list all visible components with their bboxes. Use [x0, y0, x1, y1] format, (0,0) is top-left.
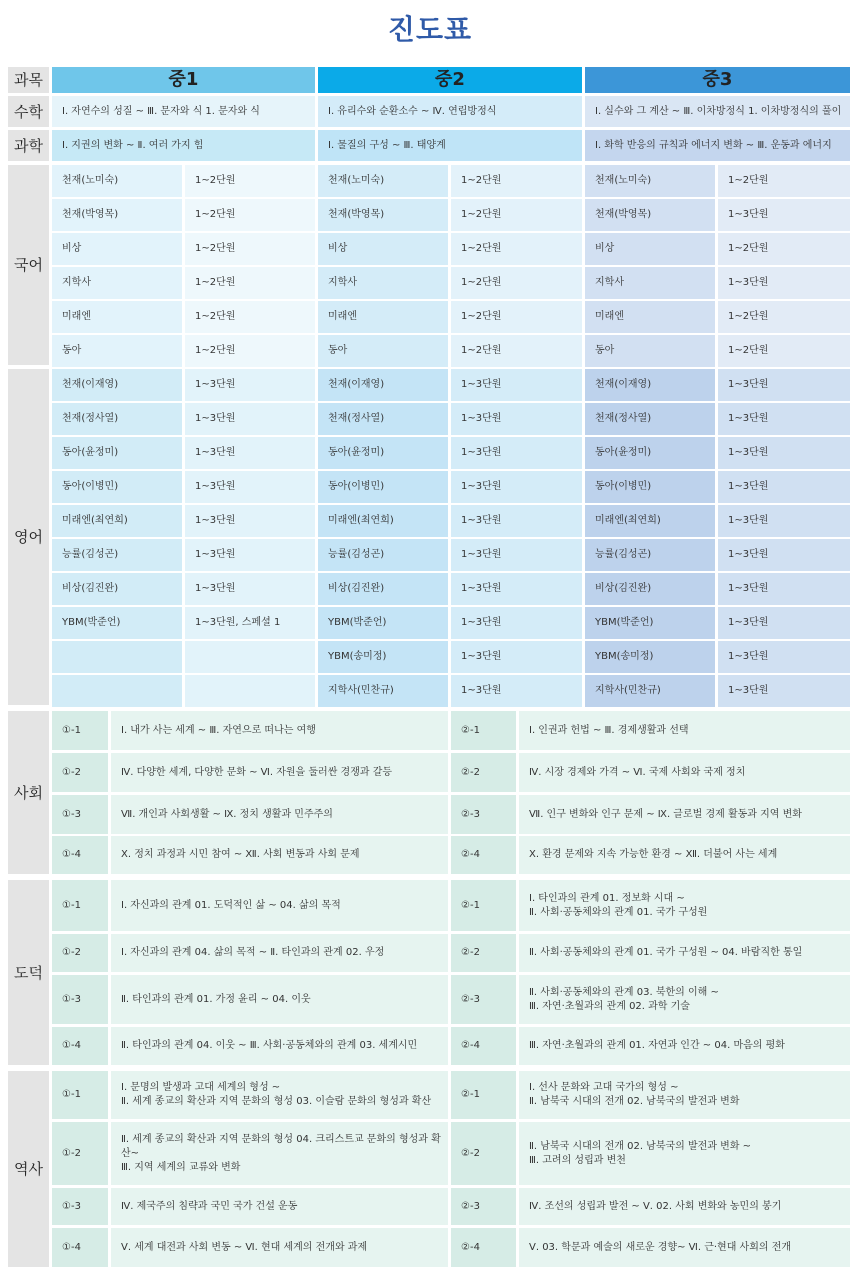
chapter-range [519, 1228, 850, 1267]
chapter-range [519, 975, 850, 1024]
unit-range: 1~3단원 [718, 437, 850, 469]
subject-math: 수학 [8, 96, 49, 127]
chapter-code: ②-1 [451, 711, 516, 750]
chapter-code: ①-4 [52, 836, 108, 874]
unit-range: 1~2단원 [185, 199, 315, 231]
textbook-name: 미래엔(최연희) [52, 505, 182, 537]
textbook-name: 능률(김성곤) [52, 539, 182, 571]
chapter-range [111, 1122, 448, 1185]
textbook-name: 지학사(민찬규) [318, 675, 448, 707]
textbook-name: 능률(김성곤) [318, 539, 448, 571]
science-range: Ⅰ. 물질의 구성 ~ Ⅲ. 태양계 [318, 130, 582, 161]
chapter-code: ②-1 [451, 880, 516, 931]
chapter-code: ②-4 [451, 1027, 516, 1065]
unit-range: 1~2단원 [451, 335, 582, 367]
textbook-name: YBM(송미정) [318, 641, 448, 673]
textbook-name: 미래엔 [585, 301, 715, 333]
unit-range: 1~2단원 [185, 335, 315, 367]
chapter-code: ②-2 [451, 1122, 516, 1185]
unit-range: 1~3단원 [718, 505, 850, 537]
textbook-name: 천재(정사열) [585, 403, 715, 435]
chapter-code: ①-1 [52, 1071, 108, 1119]
unit-range: 1~3단원 [718, 199, 850, 231]
subject-korean: 국어 [8, 165, 49, 365]
unit-range: 1~2단원 [451, 165, 582, 197]
chapter-code: ①-3 [52, 1188, 108, 1225]
unit-range [185, 641, 315, 673]
textbook-name: YBM(송미정) [585, 641, 715, 673]
unit-range: 1~3단원 [451, 641, 582, 673]
text-line: Ⅰ. 선사 문화와 고대 국가의 형성 ~ [529, 1082, 679, 1093]
chapter-range [111, 1188, 448, 1225]
textbook-name: 비상 [318, 233, 448, 265]
unit-range: 1~3단원 [185, 539, 315, 571]
chapter-range: Ⅳ. 시장 경제와 가격 ~ Ⅵ. 국제 사회와 국제 정치 [519, 753, 850, 792]
unit-range: 1~3단원 [718, 573, 850, 605]
chapter-range [111, 1071, 448, 1119]
textbook-name: 천재(이재영) [52, 369, 182, 401]
unit-range: 1~2단원 [185, 301, 315, 333]
textbook-name: 지학사 [318, 267, 448, 299]
textbook-name: 천재(박영목) [52, 199, 182, 231]
textbook-name: 천재(노미숙) [585, 165, 715, 197]
textbook-name: 미래엔 [318, 301, 448, 333]
textbook-name [52, 675, 182, 707]
text-line: Ⅲ. 고려의 성립과 변천 [529, 1154, 626, 1166]
unit-range: 1~3단원 [451, 369, 582, 401]
textbook-name: 비상(김진완) [585, 573, 715, 605]
textbook-name: 비상(김진완) [52, 573, 182, 605]
unit-range: 1~3단원 [718, 539, 850, 571]
textbook-name [52, 641, 182, 673]
science-range: Ⅰ. 지권의 변화 ~ Ⅱ. 여러 가지 힘 [52, 130, 315, 161]
textbook-name: 천재(노미숙) [52, 165, 182, 197]
unit-range: 1~3단원 [451, 539, 582, 571]
unit-range: 1~2단원 [185, 165, 315, 197]
text-line: Ⅲ. 지역 세계의 교류와 변화 [121, 1161, 241, 1173]
textbook-name: 미래엔(최연희) [318, 505, 448, 537]
textbook-name: 미래엔 [52, 301, 182, 333]
text-line: Ⅱ. 사회·공동체와의 관계 01. 국가 구성원 ~ 04. 바람직한 통일 [529, 947, 803, 958]
chapter-range: Ⅹ. 환경 문제와 지속 가능한 환경 ~ Ⅻ. 더불어 사는 세계 [519, 836, 850, 874]
unit-range: 1~3단원 [451, 607, 582, 639]
chapter-range: Ⅰ. 인권과 헌법 ~ Ⅲ. 경제생활과 선택 [519, 711, 850, 750]
unit-range: 1~3단원, 스페셜 1 [185, 607, 315, 639]
unit-range: 1~3단원 [185, 505, 315, 537]
unit-range: 1~3단원 [451, 675, 582, 707]
unit-range: 1~2단원 [185, 267, 315, 299]
chapter-range: Ⅹ. 정치 과정과 시민 참여 ~ Ⅻ. 사회 변동과 사회 문제 [111, 836, 448, 874]
textbook-name: 지학사 [52, 267, 182, 299]
text-line: Ⅰ. 타인과의 관계 01. 정보화 시대 ~ [529, 892, 685, 904]
chapter-code: ②-2 [451, 753, 516, 792]
textbook-name: YBM(박준언) [52, 607, 182, 639]
unit-range: 1~2단원 [718, 233, 850, 265]
unit-range: 1~2단원 [185, 233, 315, 265]
text-line: Ⅲ. 자연·초월과의 관계 01. 자연과 인간 ~ 04. 마음의 평화 [529, 1040, 785, 1051]
textbook-name: 동아(이병민) [52, 471, 182, 503]
unit-range: 1~3단원 [718, 369, 850, 401]
page-title: 진도표 [387, 13, 473, 46]
text-line: Ⅰ. 문명의 발생과 고대 세계의 형성 ~ [121, 1082, 281, 1093]
chapter-code: ②-1 [451, 1071, 516, 1119]
textbook-name: 지학사 [585, 267, 715, 299]
unit-range: 1~3단원 [718, 675, 850, 707]
unit-range: 1~3단원 [185, 573, 315, 605]
unit-range: 1~2단원 [718, 165, 850, 197]
unit-range: 1~3단원 [718, 641, 850, 673]
textbook-name: 지학사(민찬규) [585, 675, 715, 707]
unit-range: 1~3단원 [451, 573, 582, 605]
textbook-name: 동아(윤정미) [318, 437, 448, 469]
math-range: Ⅰ. 유리수와 순환소수 ~ Ⅳ. 연립방정식 [318, 96, 582, 127]
unit-range: 1~3단원 [718, 267, 850, 299]
chapter-code: ①-1 [52, 880, 108, 931]
chapter-range [519, 1027, 850, 1065]
chapter-range: Ⅱ. 타인과의 관계 01. 가정 윤리 ~ 04. 이웃 [111, 975, 448, 1024]
textbook-name: 동아(이병민) [585, 471, 715, 503]
math-range: Ⅰ. 자연수의 성질 ~ Ⅲ. 문자와 식 1. 문자와 식 [52, 96, 315, 127]
chapter-range: Ⅶ. 개인과 사회생활 ~ Ⅸ. 정치 생활과 민주주의 [111, 795, 448, 834]
textbook-name: 동아(윤정미) [52, 437, 182, 469]
unit-range: 1~2단원 [451, 199, 582, 231]
textbook-name: 비상 [585, 233, 715, 265]
textbook-name: 천재(박영목) [585, 199, 715, 231]
unit-range: 1~3단원 [451, 437, 582, 469]
text-line: Ⅱ. 남북국 시대의 전개 02. 남북국의 발전과 변화 [529, 1096, 740, 1107]
chapter-code: ②-3 [451, 975, 516, 1024]
textbook-name: 동아 [318, 335, 448, 367]
unit-range: 1~3단원 [718, 403, 850, 435]
text-line: Ⅱ. 사회·공동체와의 관계 03. 북한의 이해 ~ [529, 986, 719, 998]
textbook-name: 천재(정사열) [52, 403, 182, 435]
textbook-name: 미래엔(최연희) [585, 505, 715, 537]
unit-range: 1~3단원 [451, 505, 582, 537]
chapter-code: ①-2 [52, 1122, 108, 1185]
subject-header: 과목 [8, 67, 49, 93]
text-line: Ⅴ. 03. 학문과 예술의 새로운 경향~ Ⅵ. 근·현대 사회의 전개 [529, 1241, 792, 1253]
unit-range: 1~3단원 [185, 403, 315, 435]
text-line: Ⅳ. 제국주의 침략과 국민 국가 건설 운동 [121, 1200, 298, 1212]
chapter-code: ②-3 [451, 1188, 516, 1225]
textbook-name: 동아 [52, 335, 182, 367]
chapter-code: ①-1 [52, 711, 108, 750]
chapter-range [519, 934, 850, 972]
unit-range: 1~2단원 [718, 335, 850, 367]
text-line: Ⅱ. 사회·공동체와의 관계 01. 국가 구성원 [529, 906, 708, 918]
text-line: Ⅱ. 세계 종교의 확산과 지역 문화의 형성 03. 이슬람 문화의 형성과 확산 [121, 1096, 432, 1107]
textbook-name: 천재(이재영) [318, 369, 448, 401]
text-line: Ⅱ. 세계 종교의 확산과 지역 문화의 형성 04. 크리스트교 문화의 형성과 확산~ [121, 1133, 441, 1159]
chapter-code: ②-3 [451, 795, 516, 834]
subject-english: 영어 [8, 369, 49, 705]
chapter-code: ①-2 [52, 934, 108, 972]
chapter-range: Ⅰ. 내가 사는 세계 ~ Ⅲ. 자연으로 떠나는 여행 [111, 711, 448, 750]
math-range: Ⅰ. 실수와 그 계산 ~ Ⅲ. 이차방정식 1. 이차방정식의 풀이 [585, 96, 850, 127]
chapter-range: Ⅶ. 인구 변화와 인구 문제 ~ Ⅸ. 글로벌 경제 활동과 지역 변화 [519, 795, 850, 834]
text-line: Ⅴ. 세계 대전과 사회 변동 ~ Ⅵ. 현대 세계의 전개와 과제 [121, 1241, 368, 1253]
chapter-range: Ⅰ. 자신과의 관계 01. 도덕적인 삶 ~ 04. 삶의 목적 [111, 880, 448, 931]
chapter-code: ②-4 [451, 836, 516, 874]
textbook-name: YBM(박준언) [318, 607, 448, 639]
subject-science: 과학 [8, 130, 49, 161]
grade-header: 중3 [585, 67, 850, 93]
subject-ethics: 도덕 [8, 880, 49, 1065]
unit-range: 1~3단원 [185, 369, 315, 401]
chapter-range: Ⅱ. 타인과의 관계 04. 이웃 ~ Ⅲ. 사회·공동체와의 관계 03. 세계시민 [111, 1027, 448, 1065]
unit-range: 1~3단원 [185, 437, 315, 469]
chapter-code: ①-4 [52, 1228, 108, 1267]
unit-range: 1~3단원 [451, 471, 582, 503]
chapter-range [519, 1188, 850, 1225]
textbook-name: 동아(이병민) [318, 471, 448, 503]
science-range: Ⅰ. 화학 반응의 규칙과 에너지 변화 ~ Ⅲ. 운동과 에너지 [585, 130, 850, 161]
textbook-name: 동아(윤정미) [585, 437, 715, 469]
chapter-code: ①-3 [52, 795, 108, 834]
subject-social: 사회 [8, 711, 49, 874]
textbook-name: 비상(김진완) [318, 573, 448, 605]
text-line: Ⅲ. 자연·초월과의 관계 02. 과학 기술 [529, 1000, 690, 1012]
chapter-code: ①-2 [52, 753, 108, 792]
textbook-name: 천재(정사열) [318, 403, 448, 435]
textbook-name: 동아 [585, 335, 715, 367]
grade-header: 중2 [318, 67, 582, 93]
textbook-name: YBM(박준언) [585, 607, 715, 639]
chapter-range: Ⅰ. 자신과의 관계 04. 삶의 목적 ~ Ⅱ. 타인과의 관계 02. 우정 [111, 934, 448, 972]
text-line: Ⅱ. 남북국 시대의 전개 02. 남북국의 발전과 변화 ~ [529, 1140, 752, 1152]
subject-history: 역사 [8, 1071, 49, 1267]
unit-range: 1~3단원 [185, 471, 315, 503]
unit-range: 1~2단원 [451, 267, 582, 299]
chapter-code: ①-3 [52, 975, 108, 1024]
chapter-code: ②-2 [451, 934, 516, 972]
unit-range: 1~2단원 [451, 233, 582, 265]
chapter-range [111, 1228, 448, 1267]
chapter-range [519, 1122, 850, 1185]
unit-range: 1~2단원 [718, 301, 850, 333]
chapter-range [519, 1071, 850, 1119]
chapter-code: ①-4 [52, 1027, 108, 1065]
unit-range: 1~3단원 [451, 403, 582, 435]
chapter-range [519, 880, 850, 931]
chapter-range: Ⅳ. 다양한 세계, 다양한 문화 ~ Ⅵ. 자원을 둘러싼 경쟁과 갈등 [111, 753, 448, 792]
grade-header: 중1 [52, 67, 315, 93]
textbook-name: 비상 [52, 233, 182, 265]
chapter-code: ②-4 [451, 1228, 516, 1267]
unit-range: 1~3단원 [718, 471, 850, 503]
textbook-name: 천재(박영목) [318, 199, 448, 231]
textbook-name: 천재(이재영) [585, 369, 715, 401]
unit-range: 1~2단원 [451, 301, 582, 333]
textbook-name: 천재(노미숙) [318, 165, 448, 197]
unit-range [185, 675, 315, 707]
textbook-name: 능률(김성곤) [585, 539, 715, 571]
unit-range: 1~3단원 [718, 607, 850, 639]
text-line: Ⅳ. 조선의 성립과 발전 ~ Ⅴ. 02. 사회 변화와 농민의 봉기 [529, 1200, 782, 1212]
